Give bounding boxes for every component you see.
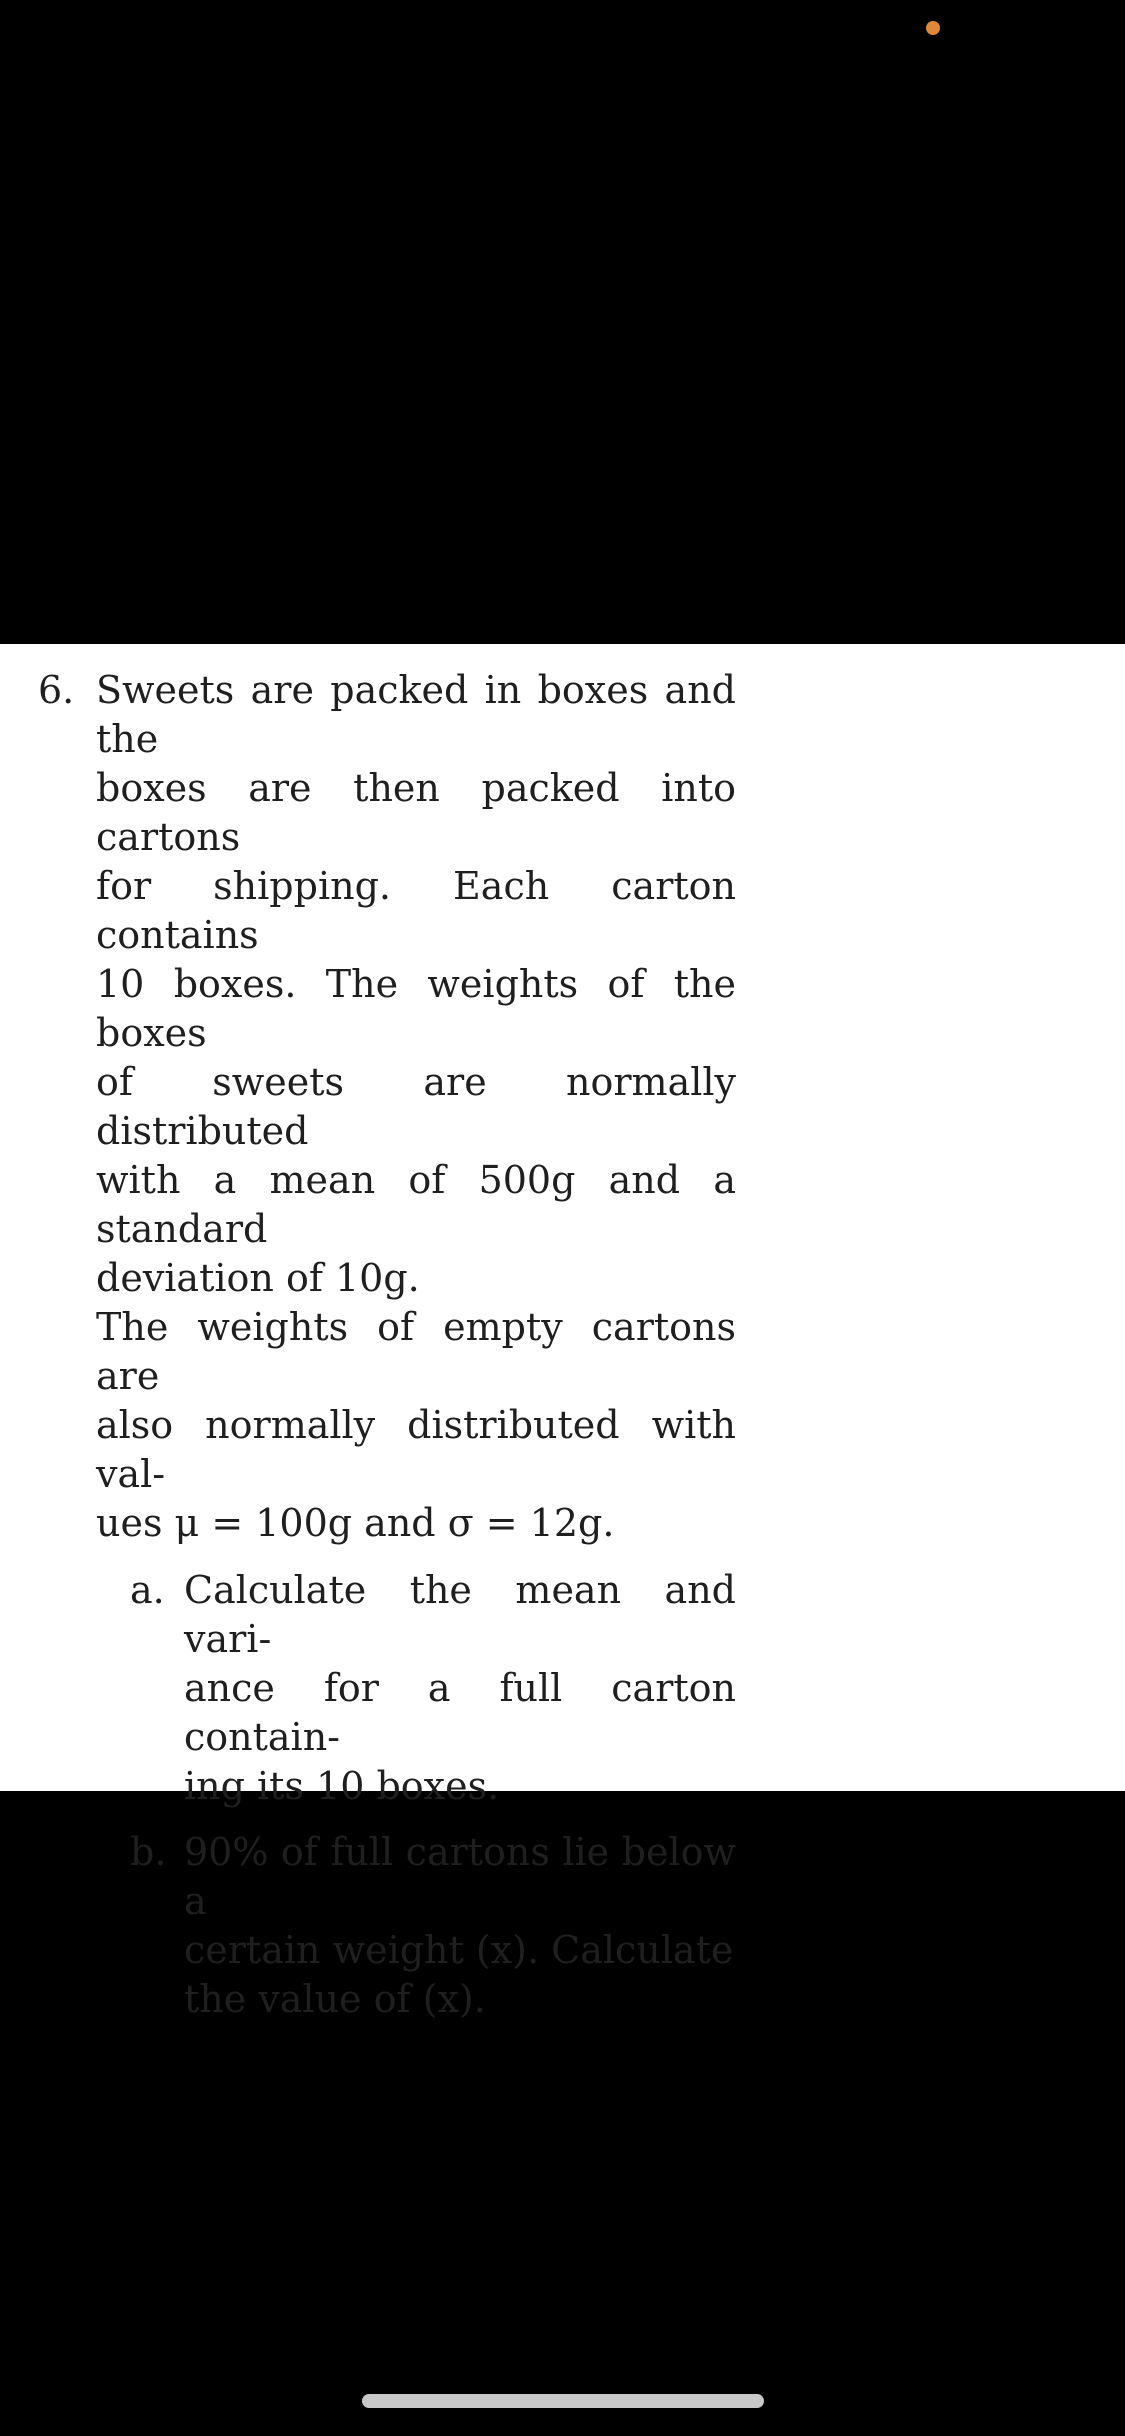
part-label: a. xyxy=(130,1568,165,1612)
question-page xyxy=(0,644,1125,2021)
part-line: ing its 10 boxes. xyxy=(184,1764,500,1808)
part-line: Calculate the mean and vari- xyxy=(184,1568,736,1661)
part-text xyxy=(184,1566,736,1811)
question-6 xyxy=(38,666,738,2041)
part-text xyxy=(184,1828,736,2024)
question-line: also normally distributed with val- xyxy=(96,1403,736,1496)
question-line: boxes are then packed into cartons xyxy=(96,766,736,859)
question-parts xyxy=(130,1566,736,2024)
question-line: Sweets are packed in boxes and the xyxy=(96,668,736,761)
part-a xyxy=(130,1566,736,1811)
question-line: ues μ = 100g and σ = 12g. xyxy=(96,1501,615,1545)
question-number: 6. xyxy=(38,668,75,712)
part-line: the value of (x). xyxy=(184,1977,486,2021)
question-line: deviation of 10g. xyxy=(96,1256,420,1300)
question-line: for shipping. Each carton contains xyxy=(96,864,736,957)
question-line: The weights of empty cartons are xyxy=(96,1305,736,1398)
part-line: 90% of full cartons lie below a xyxy=(184,1830,736,1923)
question-body xyxy=(96,666,736,1548)
status-indicator-dot xyxy=(926,21,940,35)
question-line: of sweets are normally distributed xyxy=(96,1060,736,1153)
part-label: b. xyxy=(130,1830,167,1874)
home-indicator[interactable] xyxy=(362,2394,764,2408)
part-line: certain weight (x). Calculate xyxy=(184,1928,734,1972)
part-b xyxy=(130,1828,736,2024)
question-line: 10 boxes. The weights of the boxes xyxy=(96,962,736,1055)
question-line: with a mean of 500g and a standard xyxy=(96,1158,736,1251)
part-line: ance for a full carton contain- xyxy=(184,1666,736,1759)
